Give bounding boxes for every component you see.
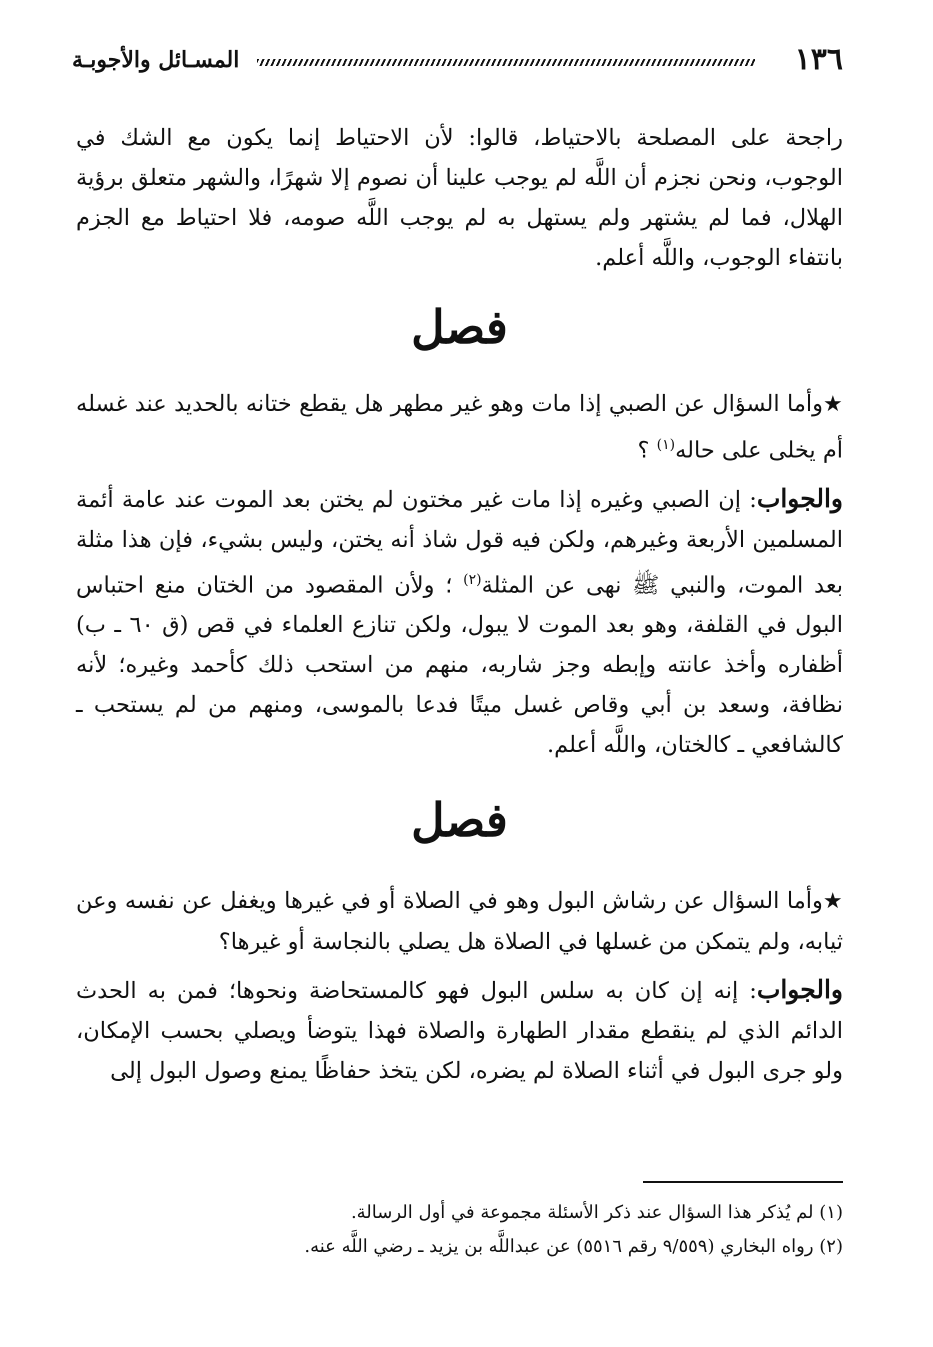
footnotes: [150, 1196, 843, 1264]
answer-text-1a: : إن الصبي وغيره إذا مات غير مختون لم يختن بعد الموت عند عامة أئمة المسلمين الأربعة وغيرهم، ولكن فيه قول شاذ أنه يختن، وليس بشيء، فإن هذا مثلة بعد الموت، والنبي ﷺ نهى عن المثلة: [76, 486, 843, 598]
question-text-2: وأما السؤال عن رشاش البول وهو في الصلاة أو في غيرها ويغفل عن نفسه وعن ثيابه، ولم يتمكن من غسلها في الصلاة هل يصلي بالنجاسة أو غيرها؟: [76, 888, 843, 955]
question-paragraph-1: [76, 384, 843, 471]
footnote-2: (٢) رواه البخاري (٩/٥٥٩ رقم ٥٥١٦) عن عبداللَّه بن يزيد ـ رضي اللَّه عنه.: [304, 1236, 843, 1257]
footnote-1: (١) لم يُذكر هذا السؤال عند ذكر الأسئلة مجموعة في أول الرسالة.: [350, 1202, 843, 1223]
answer-paragraph-2: [76, 970, 843, 1091]
answer-paragraph-1: [76, 479, 843, 766]
question-text-1: وأما السؤال عن الصبي إذا مات وهو غير مطهر هل يقطع ختانه بالحديد عند غسله أم يخلى على حاله: [76, 391, 843, 464]
page-number: ١٣٦: [794, 42, 843, 77]
answer-lead-2: والجواب: [756, 975, 843, 1004]
question-paragraph-2: [76, 881, 843, 962]
page-body: [76, 118, 843, 1091]
footnote-ref-2: (٢): [463, 571, 482, 588]
page-header: [72, 40, 843, 80]
answer-lead-1: والجواب: [756, 483, 843, 513]
header-rule: [257, 59, 755, 66]
star-icon: ★: [823, 392, 843, 417]
footnote-separator: [643, 1181, 843, 1183]
star-icon: ★: [822, 889, 843, 914]
question-mark-1: ؟: [637, 437, 657, 464]
footnote-ref-1: (١): [656, 437, 676, 453]
answer-text-2: : إنه إن كان به سلس البول فهو كالمستحاضة ونحوها؛ فمن به الحدث الدائم الذي لم ينقطع مقدار الطهارة والصلاة فهذا يتوضأ ويصلي بحسب الإمكان، ولو جرى البول في أثناء الصلاة لم يضره، لكن يتخذ حفاظًا يمنع وصول البول إلى: [76, 978, 843, 1084]
answer-text-1b: ؛ ولأن المقصود من الختان منع احتباس البول في القلفة، وهو بعد الموت لا يبول، ولكن تنازع العلماء في قص (ق ٦٠ ـ ب) أظفاره وأخذ عانته وإبطه وجز شاربه، منهم من استحب ذلك كأحمد وغيره؛ لأنه نظافة، وسعد بن أبي وقاص غسل ميتًا فدعا بالموسى، ومنهم من لم يستحب ـ كالشافعي ـ كالختان، واللَّه أعلم.: [76, 572, 844, 758]
section-heading-2: فصل: [411, 793, 508, 847]
section-heading-1: فصل: [411, 300, 508, 354]
running-title: المسـائل والأجوبـة: [72, 47, 240, 73]
intro-paragraph: راجحة على المصلحة بالاحتياط، قالوا: لأن الاحتياط إنما يكون مع الشك في الوجوب، ونحن نجزم أن اللَّه لم يوجب علينا أن نصوم إلا شهرًا، والشهر متعلق برؤية الهلال، فما لم يشتهر ولم يستهل به لم يوجب اللَّه صومه، فلا احتياط مع الجزم بانتفاء الوجوب، واللَّه أعلم.: [76, 125, 843, 271]
